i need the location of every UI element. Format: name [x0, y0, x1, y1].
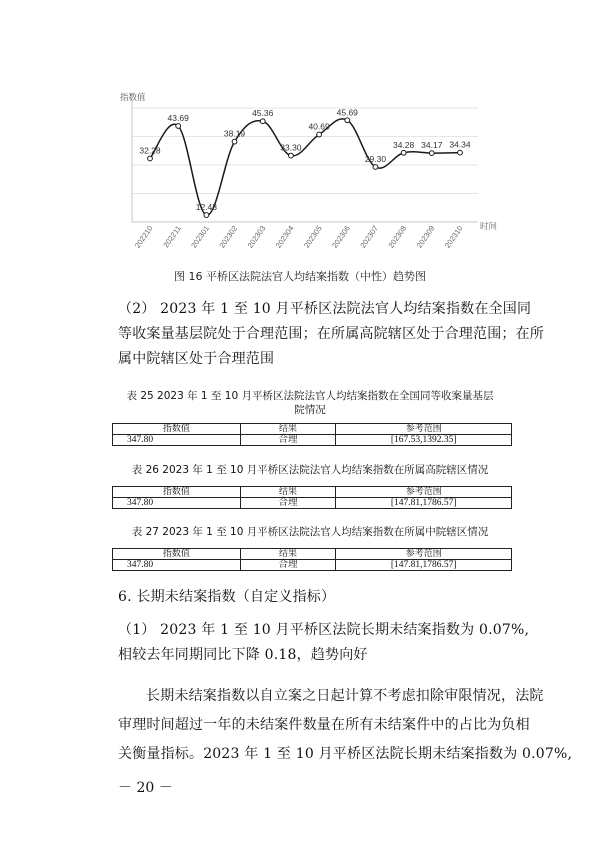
header-result: 结果	[240, 487, 336, 498]
y-axis-label: 指数值	[120, 92, 146, 102]
data-point	[176, 124, 181, 129]
x-tick-label: 202211	[161, 223, 183, 250]
data-label: 32.28	[139, 145, 161, 156]
paragraph-3	[118, 682, 573, 769]
table-header-row	[113, 549, 512, 560]
data-point	[317, 132, 322, 137]
cell-reference-range: [147.81,1786.57]	[336, 498, 512, 509]
table-25	[112, 423, 512, 446]
page-number: － 20 －	[118, 780, 173, 796]
cell-index-value: 347.80	[113, 498, 241, 509]
table-26-title	[100, 463, 520, 477]
table-row	[113, 435, 512, 446]
table-25-title	[100, 389, 520, 417]
table-row	[113, 498, 512, 509]
paragraph-1-line: 属中院辖区处于合理范围	[118, 351, 275, 367]
x-tick-label: 202302	[217, 223, 240, 250]
data-point	[429, 151, 434, 156]
data-label: 34.28	[392, 139, 415, 150]
table-title-line: 表 27 2023 年 1 至 10 月平桥区法院法官人均结案指数在所属中院辖区情况	[131, 526, 489, 538]
data-point	[232, 139, 237, 144]
data-label: 38.19	[223, 128, 246, 139]
table-title-line: 表 25 2023 年 1 至 10 月平桥区法院法官人均结案指数在全国同等收案量基层	[126, 390, 494, 402]
table-title-line: 院情况	[294, 404, 326, 416]
header-index-value: 指数值	[113, 424, 241, 435]
data-label: 45.69	[336, 107, 358, 118]
trend-chart-svg	[118, 86, 498, 252]
x-tick-label: 202310	[442, 223, 465, 250]
table-row	[113, 560, 512, 571]
series-line	[150, 119, 460, 215]
data-label: 45.36	[252, 108, 274, 119]
header-index-value: 指数值	[113, 549, 241, 560]
header-index-value: 指数值	[113, 487, 241, 498]
figure-caption: 图 16 平桥区法院法官人均结案指数（中性）趋势图	[174, 270, 426, 283]
header-reference-range: 参考范围	[336, 424, 512, 435]
table-27	[112, 548, 512, 571]
x-tick-label: 202301	[189, 223, 212, 250]
data-point	[373, 165, 378, 170]
table-header-row	[113, 487, 512, 498]
cell-result: 合理	[240, 435, 336, 446]
data-label: 43.69	[167, 112, 189, 123]
section-heading	[118, 585, 518, 610]
x-tick-label: 202307	[358, 223, 381, 250]
cell-result: 合理	[240, 498, 336, 509]
paragraph-1	[118, 297, 544, 372]
table-header-row	[113, 424, 512, 435]
data-point	[401, 150, 406, 155]
header-result: 结果	[240, 549, 336, 560]
data-point	[148, 156, 153, 161]
cell-result: 合理	[240, 560, 336, 571]
data-label: 29.30	[364, 153, 387, 164]
paragraph-2	[118, 618, 530, 668]
data-label: 33.30	[280, 142, 302, 153]
data-label: 12.43	[195, 202, 218, 213]
paragraph-1-line: 等收案量基层院处于合理范围；在所属高院辖区处于合理范围；在所	[118, 326, 544, 342]
data-point	[345, 118, 350, 123]
paragraph-3-line: 审理时间超过一年的未结案件数量在所有未结案件中的占比为负相	[118, 717, 530, 733]
table-27-title	[100, 525, 520, 539]
paragraph-3-line: 关衡量指标。2023 年 1 至 10 月平桥区法院长期未结案指数为 0.07%,	[118, 746, 573, 762]
section-heading-text: 6. 长期未结案指数（自定义指标）	[118, 589, 336, 605]
trend-chart	[118, 86, 498, 252]
header-result: 结果	[240, 424, 336, 435]
x-tick-label: 202305	[301, 223, 324, 250]
paragraph-2-line: （1） 2023 年 1 至 10 月平桥区法院长期未结案指数为 0.07%,	[118, 622, 530, 638]
cell-index-value: 347.80	[113, 560, 241, 571]
cell-reference-range: [147.81,1786.57]	[336, 560, 512, 571]
x-tick-label: 202303	[245, 223, 268, 250]
paragraph-3-line: 长期未结案指数以自立案之日起计算不考虑扣除审限情况，法院	[146, 688, 544, 704]
data-label: 40.69	[308, 121, 330, 132]
cell-reference-range: [167.53,1392.35]	[336, 435, 512, 446]
paragraph-1-line: （2） 2023 年 1 至 10 月平桥区法院法官人均结案指数在全国同	[118, 301, 532, 317]
x-tick-label: 202308	[386, 223, 409, 250]
table-26	[112, 486, 512, 509]
x-tick-label: 202304	[273, 223, 296, 250]
data-point	[289, 153, 294, 158]
x-tick-label: 202306	[330, 223, 352, 250]
data-point	[260, 119, 265, 124]
data-point	[204, 213, 209, 218]
data-label: 34.34	[449, 139, 471, 150]
table-title-line: 表 26 2023 年 1 至 10 月平桥区法院法官人均结案指数在所属高院辖区情况	[131, 464, 489, 476]
paragraph-2-line: 相较去年同期同比下降 0.18，趋势向好	[118, 647, 368, 663]
x-axis-label: 时间	[480, 221, 498, 231]
header-reference-range: 参考范围	[336, 487, 512, 498]
data-point	[458, 150, 463, 155]
header-reference-range: 参考范围	[336, 549, 512, 560]
x-tick-label: 202210	[132, 223, 155, 250]
data-label: 34.17	[421, 140, 443, 151]
cell-index-value: 347.80	[113, 435, 241, 446]
x-tick-label: 202309	[414, 223, 437, 250]
